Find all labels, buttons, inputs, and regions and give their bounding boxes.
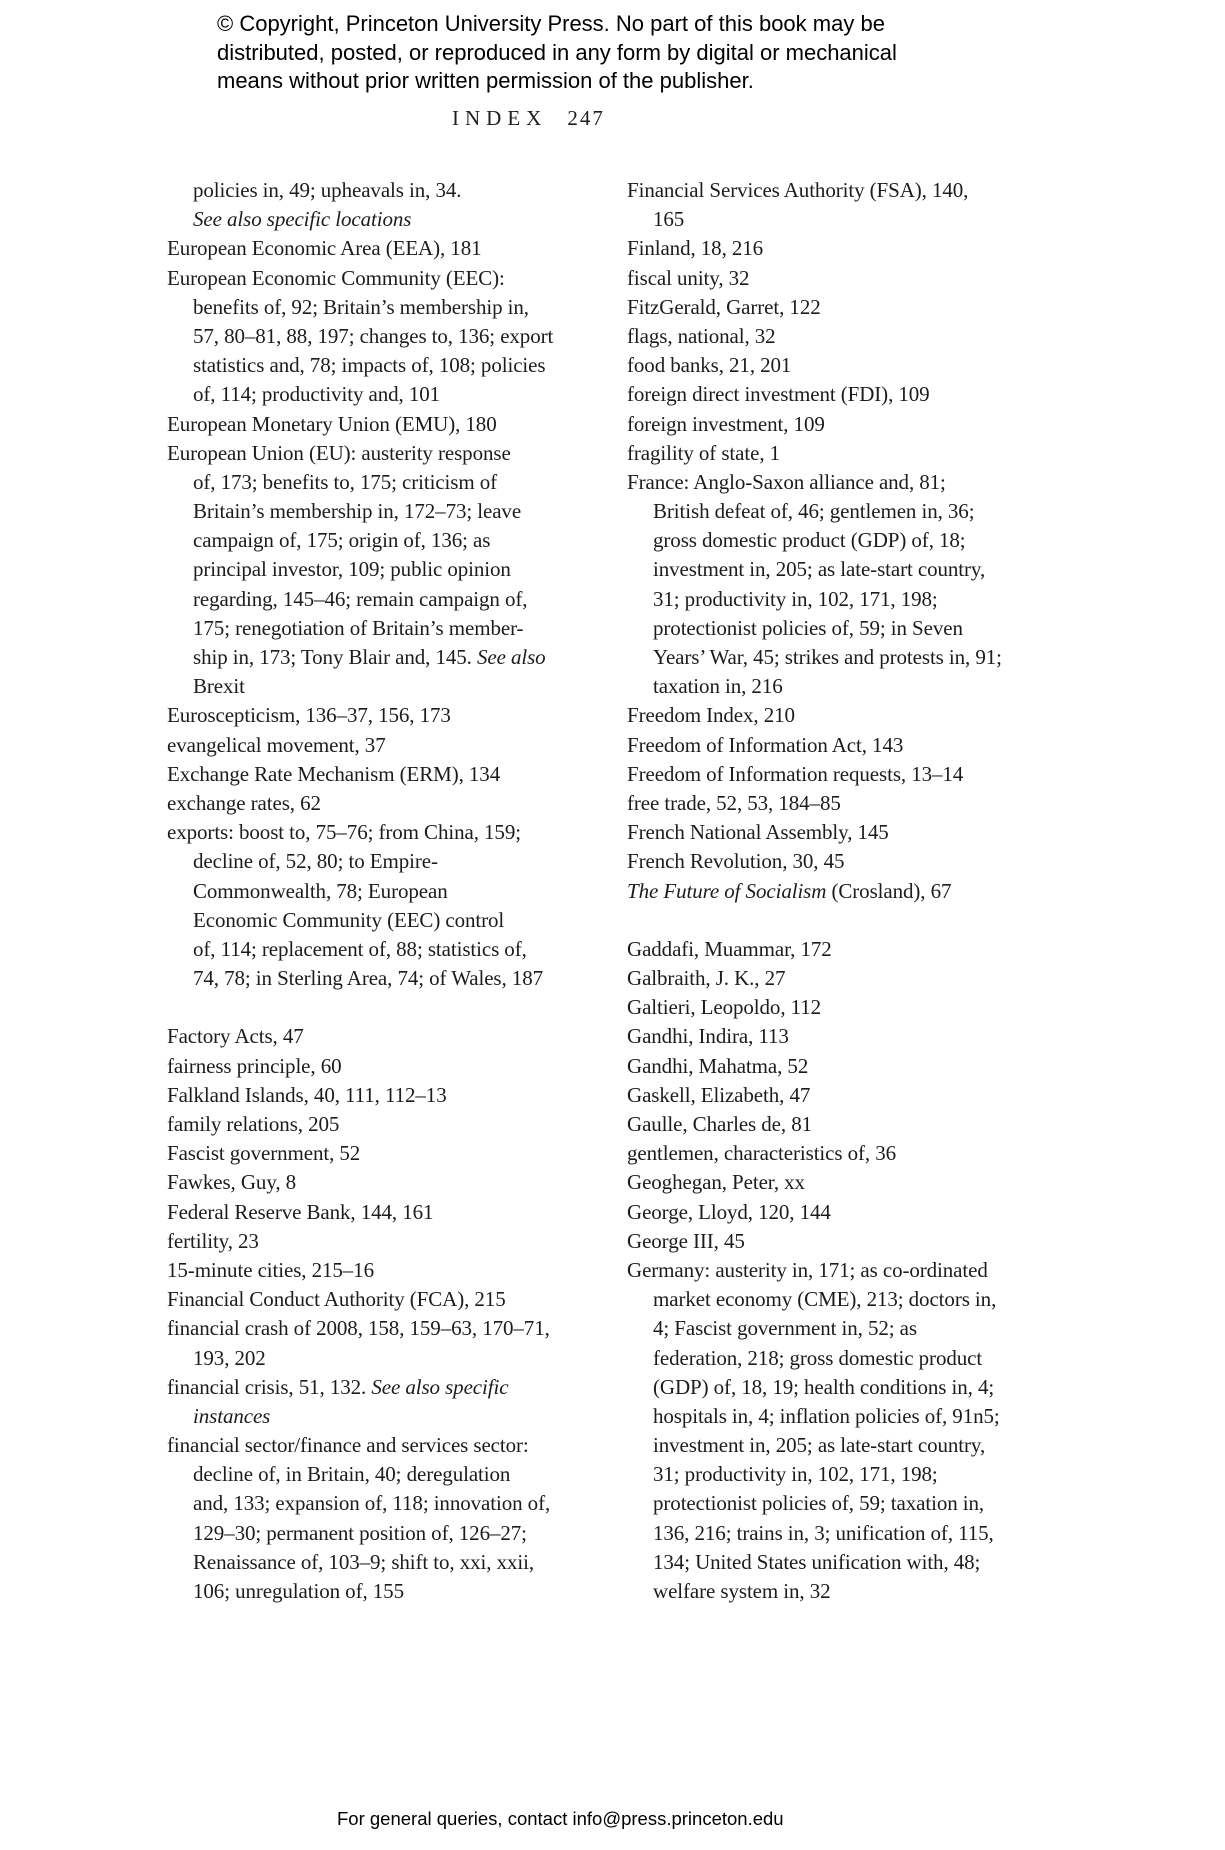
index-text: benefits of, 92; Britain’s membership in, bbox=[193, 294, 529, 319]
footer-contact: For general queries, contact info@press.princeton.edu bbox=[337, 1808, 784, 1829]
index-line bbox=[167, 1081, 553, 1110]
index-text: Geoghegan, Peter, xx bbox=[627, 1170, 805, 1195]
index-text: evangelical movement, 37 bbox=[167, 732, 386, 757]
index-line bbox=[627, 585, 1002, 614]
index-line bbox=[627, 1139, 1002, 1168]
index-text: exchange rates, 62 bbox=[167, 790, 321, 815]
index-text: George, Lloyd, 120, 144 bbox=[627, 1199, 831, 1224]
index-text: Euroscepticism, 136–37, 156, 173 bbox=[167, 703, 451, 728]
index-line bbox=[627, 1344, 1002, 1373]
index-line bbox=[167, 526, 553, 555]
index-text: 193, 202 bbox=[193, 1345, 266, 1370]
index-text: fairness principle, 60 bbox=[167, 1053, 342, 1078]
index-text: of, 173; benefits to, 175; criticism of bbox=[193, 469, 498, 494]
index-line bbox=[167, 760, 553, 789]
index-line bbox=[627, 497, 1002, 526]
index-text: 136, 216; trains in, 3; unification of, 115, bbox=[653, 1520, 994, 1545]
index-line bbox=[627, 760, 1002, 789]
index-line bbox=[627, 935, 1002, 964]
index-line bbox=[167, 1577, 553, 1606]
index-line bbox=[627, 1489, 1002, 1518]
index-line bbox=[167, 1314, 553, 1343]
index-text: regarding, 145–46; remain campaign of, bbox=[193, 586, 528, 611]
index-line bbox=[167, 818, 553, 847]
index-line bbox=[167, 322, 553, 351]
index-line bbox=[627, 1256, 1002, 1285]
index-line bbox=[167, 1022, 553, 1051]
index-line bbox=[167, 877, 553, 906]
index-text: Gaskell, Elizabeth, 47 bbox=[627, 1082, 811, 1107]
index-text: 74, 78; in Sterling Area, 74; of Wales, 187 bbox=[193, 966, 543, 991]
index-text: Financial Services Authority (FSA), 140, bbox=[627, 178, 969, 202]
index-text: Gaulle, Charles de, 81 bbox=[627, 1112, 812, 1136]
index-text: Factory Acts, 47 bbox=[167, 1024, 304, 1049]
index-text: Exchange Rate Mechanism (ERM), 134 bbox=[167, 761, 501, 786]
index-text: Brexit bbox=[193, 674, 245, 699]
index-text: Falkland Islands, 40, 111, 112–13 bbox=[167, 1082, 447, 1107]
index-line bbox=[167, 176, 553, 205]
index-blank-line bbox=[167, 993, 553, 1022]
index-line bbox=[627, 964, 1002, 993]
index-text-italic: instances bbox=[193, 1403, 271, 1428]
index-line bbox=[627, 1577, 1002, 1606]
index-line bbox=[627, 993, 1002, 1022]
running-head bbox=[452, 106, 605, 131]
index-line bbox=[167, 1256, 553, 1285]
index-text: decline of, 52, 80; to Empire- bbox=[193, 849, 438, 874]
index-line bbox=[627, 1081, 1002, 1110]
index-line bbox=[627, 701, 1002, 730]
index-line bbox=[167, 1344, 553, 1373]
index-text: of, 114; replacement of, 88; statistics of, bbox=[193, 936, 527, 961]
index-line bbox=[167, 1110, 553, 1139]
index-line bbox=[627, 1460, 1002, 1489]
index-line bbox=[627, 439, 1002, 468]
index-text: foreign direct investment (FDI), 109 bbox=[627, 382, 930, 407]
index-text: Gandhi, Mahatma, 52 bbox=[627, 1053, 809, 1078]
index-line bbox=[167, 555, 553, 584]
index-text: FitzGerald, Garret, 122 bbox=[627, 294, 821, 319]
index-line bbox=[167, 1052, 553, 1081]
index-text: federation, 218; gross domestic product bbox=[653, 1345, 983, 1370]
index-text: Fascist government, 52 bbox=[167, 1141, 361, 1166]
index-line bbox=[167, 672, 553, 701]
index-text: (GDP) of, 18, 19; health conditions in, 4; bbox=[653, 1374, 995, 1399]
index-line bbox=[167, 643, 553, 672]
index-text: Renaissance of, 103–9; shift to, xxi, xxii, bbox=[193, 1549, 534, 1574]
index-line bbox=[167, 1139, 553, 1168]
index-text: Britain’s membership in, 172–73; leave bbox=[193, 499, 522, 524]
index-text: gross domestic product (GDP) of, 18; bbox=[653, 528, 966, 553]
index-text: taxation in, 216 bbox=[653, 674, 783, 699]
index-text: family relations, 205 bbox=[167, 1112, 340, 1136]
index-text: protectionist policies of, 59; in Seven bbox=[653, 615, 963, 640]
index-line bbox=[627, 1373, 1002, 1402]
index-text: Galtieri, Leopoldo, 112 bbox=[627, 995, 822, 1020]
index-text: Freedom of Information requests, 13–14 bbox=[627, 761, 964, 786]
index-line bbox=[167, 614, 553, 643]
index-text: Financial Conduct Authority (FCA), 215 bbox=[167, 1287, 506, 1312]
index-text: food banks, 21, 201 bbox=[627, 353, 792, 378]
index-line bbox=[167, 351, 553, 380]
index-line bbox=[627, 293, 1002, 322]
index-text: campaign of, 175; origin of, 136; as bbox=[193, 528, 491, 553]
index-line bbox=[167, 1402, 553, 1431]
index-line bbox=[167, 701, 553, 730]
index-text: gentlemen, characteristics of, 36 bbox=[627, 1141, 897, 1166]
index-line bbox=[627, 1431, 1002, 1460]
index-text: European Economic Community (EEC): bbox=[167, 265, 505, 290]
index-text: protectionist policies of, 59; taxation in, bbox=[653, 1491, 985, 1516]
index-line bbox=[167, 935, 553, 964]
index-line bbox=[627, 322, 1002, 351]
index-line bbox=[167, 585, 553, 614]
index-text: George III, 45 bbox=[627, 1228, 745, 1253]
index-text-italic: See also specific bbox=[371, 1374, 509, 1399]
index-line bbox=[627, 1110, 1002, 1139]
index-line bbox=[627, 205, 1002, 234]
index-text: French National Assembly, 145 bbox=[627, 820, 889, 845]
index-text: market economy (CME), 213; doctors in, bbox=[653, 1287, 997, 1312]
index-text-italic: The Future of Socialism bbox=[627, 878, 827, 903]
index-line bbox=[627, 526, 1002, 555]
index-text: foreign investment, 109 bbox=[627, 411, 825, 436]
index-text: hospitals in, 4; inflation policies of, 91n5; bbox=[653, 1403, 1000, 1428]
index-line bbox=[627, 1198, 1002, 1227]
index-line bbox=[627, 468, 1002, 497]
index-text: decline of, in Britain, 40; deregulation bbox=[193, 1462, 511, 1487]
index-text: flags, national, 32 bbox=[627, 323, 776, 348]
index-line bbox=[627, 1052, 1002, 1081]
index-text: Galbraith, J. K., 27 bbox=[627, 966, 786, 991]
index-line bbox=[167, 731, 553, 760]
index-text: Gaddafi, Muammar, 172 bbox=[627, 936, 832, 961]
index-line bbox=[167, 380, 553, 409]
index-text: policies in, 49; upheavals in, 34. bbox=[193, 178, 462, 202]
index-text: European Economic Area (EEA), 181 bbox=[167, 236, 482, 261]
index-text: 31; productivity in, 102, 171, 198; bbox=[653, 586, 938, 611]
index-line bbox=[167, 789, 553, 818]
index-text: financial crisis, 51, 132. bbox=[167, 1374, 372, 1399]
index-line bbox=[627, 1168, 1002, 1197]
index-text: principal investor, 109; public opinion bbox=[193, 557, 511, 582]
index-line bbox=[167, 847, 553, 876]
page-number: 247 bbox=[567, 106, 605, 130]
index-text: Gandhi, Indira, 113 bbox=[627, 1024, 789, 1049]
index-text: Germany: austerity in, 171; as co-ordinated bbox=[627, 1257, 988, 1282]
index-line bbox=[167, 1519, 553, 1548]
index-text: and, 133; expansion of, 118; innovation of, bbox=[193, 1491, 551, 1516]
index-line bbox=[627, 1227, 1002, 1256]
index-text: 129–30; permanent position of, 126–27; bbox=[193, 1520, 527, 1545]
index-line bbox=[167, 1489, 553, 1518]
index-line bbox=[627, 818, 1002, 847]
index-line bbox=[627, 1022, 1002, 1051]
index-line bbox=[167, 1548, 553, 1577]
index-text: Years’ War, 45; strikes and protests in, 91; bbox=[653, 645, 1002, 669]
index-text: free trade, 52, 53, 184–85 bbox=[627, 790, 841, 815]
index-line bbox=[167, 497, 553, 526]
index-text: investment in, 205; as late-start country, bbox=[653, 1433, 986, 1458]
index-text: (Crosland), 67 bbox=[826, 878, 952, 903]
index-text-italic: See also specific locations bbox=[193, 207, 412, 232]
index-right-column bbox=[627, 176, 1002, 1606]
index-text: fragility of state, 1 bbox=[627, 440, 781, 465]
copyright-line: distributed, posted, or reproduced in any form by digital or mechanical bbox=[217, 39, 897, 65]
index-line bbox=[167, 205, 553, 234]
index-line bbox=[167, 468, 553, 497]
index-line bbox=[627, 380, 1002, 409]
index-line bbox=[167, 1373, 553, 1402]
index-line bbox=[167, 1227, 553, 1256]
index-line bbox=[627, 1314, 1002, 1343]
index-text: French Revolution, 30, 45 bbox=[627, 849, 845, 874]
index-line bbox=[627, 847, 1002, 876]
index-line bbox=[167, 1431, 553, 1460]
index-line bbox=[167, 264, 553, 293]
index-line bbox=[167, 439, 553, 468]
index-text: European Monetary Union (EMU), 180 bbox=[167, 411, 497, 436]
index-text: financial crash of 2008, 158, 159–63, 170–71, bbox=[167, 1316, 550, 1341]
index-text-italic: See also bbox=[476, 645, 546, 669]
index-text: exports: boost to, 75–76; from China, 159; bbox=[167, 820, 521, 845]
index-line bbox=[167, 906, 553, 935]
index-line bbox=[627, 731, 1002, 760]
index-line bbox=[167, 1460, 553, 1489]
index-text: Freedom of Information Act, 143 bbox=[627, 732, 904, 757]
index-line bbox=[627, 672, 1002, 701]
index-text: 175; renegotiation of Britain’s member- bbox=[193, 615, 524, 640]
index-text: Freedom Index, 210 bbox=[627, 703, 795, 728]
index-text: financial sector/finance and services sector: bbox=[167, 1433, 529, 1458]
index-text: Federal Reserve Bank, 144, 161 bbox=[167, 1199, 434, 1224]
index-text: France: Anglo-Saxon alliance and, 81; bbox=[627, 469, 946, 494]
index-text: Economic Community (EEC) control bbox=[193, 907, 505, 932]
index-line bbox=[627, 1285, 1002, 1314]
copyright-line: © Copyright, Princeton University Press. No part of this book may be bbox=[217, 11, 885, 36]
copyright-notice bbox=[217, 10, 897, 96]
index-line bbox=[627, 1402, 1002, 1431]
index-line bbox=[167, 1198, 553, 1227]
index-line bbox=[167, 293, 553, 322]
index-text: 165 bbox=[653, 207, 685, 232]
copyright-line: means without prior written permission of the publisher. bbox=[217, 68, 754, 93]
index-line bbox=[627, 643, 1002, 672]
index-text: 15-minute cities, 215–16 bbox=[167, 1257, 374, 1282]
index-text: investment in, 205; as late-start country, bbox=[653, 557, 986, 582]
index-text: European Union (EU): austerity response bbox=[167, 440, 511, 465]
index-text: British defeat of, 46; gentlemen in, 36; bbox=[653, 499, 975, 524]
index-line bbox=[627, 1519, 1002, 1548]
index-text: 31; productivity in, 102, 171, 198; bbox=[653, 1462, 938, 1487]
index-line bbox=[627, 555, 1002, 584]
index-line bbox=[627, 614, 1002, 643]
index-text: of, 114; productivity and, 101 bbox=[193, 382, 441, 407]
index-text: 106; unregulation of, 155 bbox=[193, 1579, 404, 1603]
index-line bbox=[167, 1285, 553, 1314]
index-text: Fawkes, Guy, 8 bbox=[167, 1170, 297, 1195]
index-text: welfare system in, 32 bbox=[653, 1579, 831, 1603]
index-text: 57, 80–81, 88, 197; changes to, 136; export bbox=[193, 323, 554, 348]
index-left-column bbox=[167, 176, 553, 1606]
index-line bbox=[627, 410, 1002, 439]
index-line bbox=[167, 410, 553, 439]
index-text: fertility, 23 bbox=[167, 1228, 259, 1253]
index-line bbox=[167, 1168, 553, 1197]
index-title: INDEX bbox=[452, 106, 548, 130]
index-text: Finland, 18, 216 bbox=[627, 236, 764, 261]
index-line bbox=[627, 264, 1002, 293]
index-text: statistics and, 78; impacts of, 108; policies bbox=[193, 353, 546, 378]
index-line bbox=[627, 234, 1002, 263]
index-text: Commonwealth, 78; European bbox=[193, 878, 448, 903]
index-line bbox=[167, 964, 553, 993]
index-blank-line bbox=[627, 906, 1002, 935]
index-line bbox=[627, 877, 1002, 906]
index-line bbox=[627, 1548, 1002, 1577]
index-line bbox=[627, 176, 1002, 205]
index-text: 4; Fascist government in, 52; as bbox=[653, 1316, 917, 1341]
index-text: ship in, 173; Tony Blair and, 145. bbox=[193, 645, 477, 669]
index-text: fiscal unity, 32 bbox=[627, 265, 750, 290]
index-line bbox=[627, 351, 1002, 380]
index-line bbox=[167, 234, 553, 263]
index-line bbox=[627, 789, 1002, 818]
index-text: 134; United States unification with, 48; bbox=[653, 1549, 981, 1574]
